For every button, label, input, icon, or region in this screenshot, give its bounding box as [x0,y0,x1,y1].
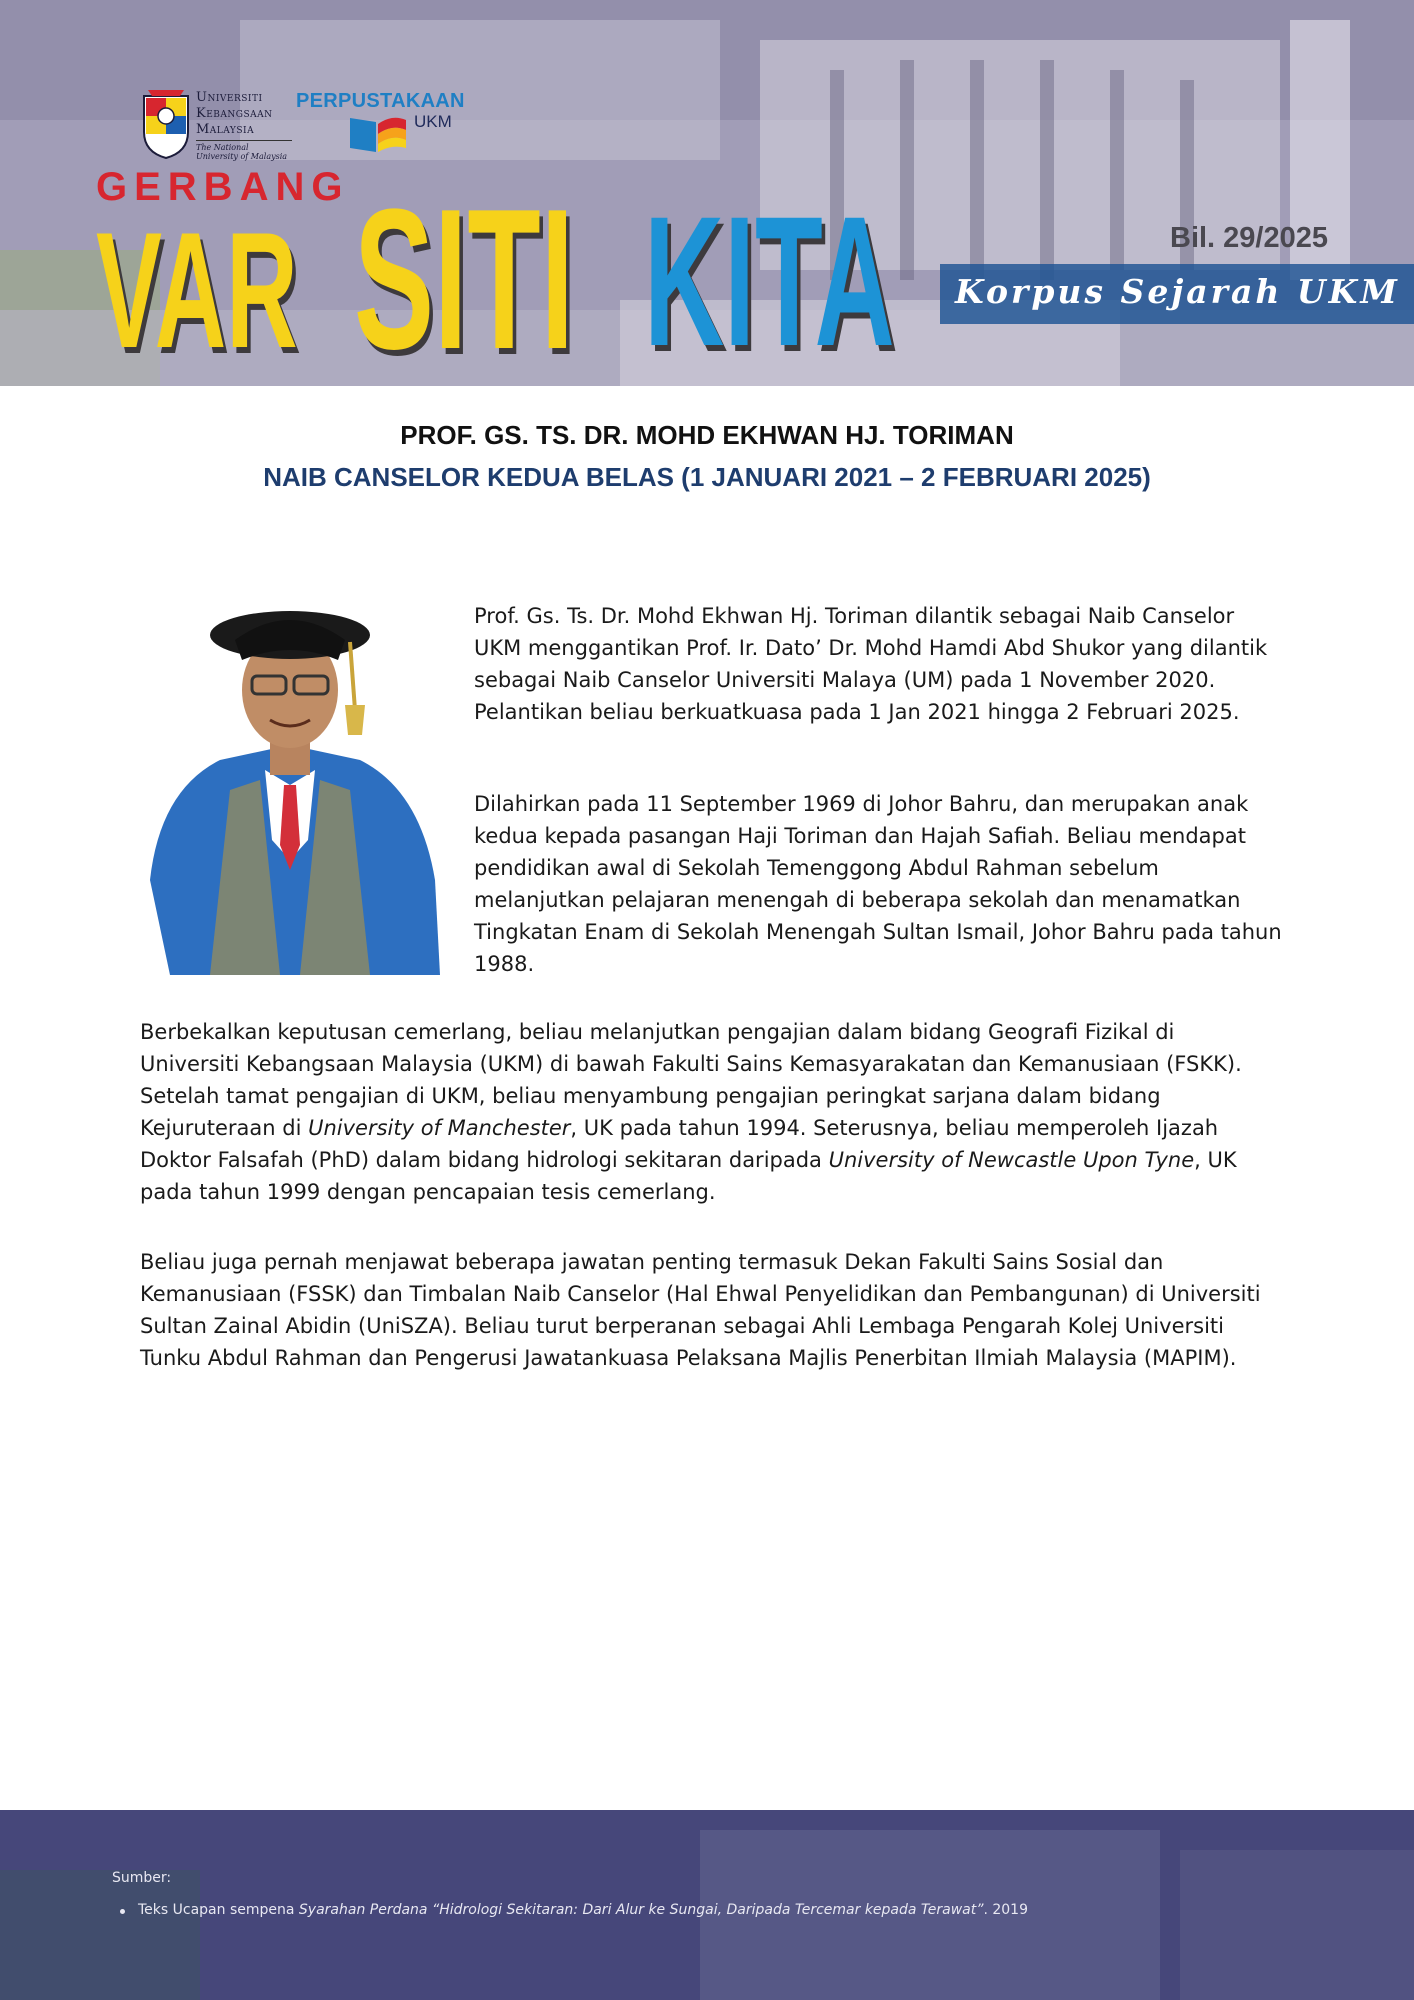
book-icon [348,112,408,154]
paragraph-1 [474,600,1284,728]
series-word-kita: KITA [644,179,895,385]
source-item [112,1902,1312,1918]
paragraph-4-text: Beliau juga pernah menjawat beberapa jawatan penting termasuk Dekan Fakulti Sains Sosial dan Kemanusiaan (FSSK) dan Timbalan Naib Canselor (Hal Ehwal Penyelidikan dan Pembangunan) di Universiti Sultan Zainal Abidin (UniSZA). Beliau turut berperanan sebagai Ahli Lembaga Pengarah Kolej Universiti Tunku Abdul Rahman dan Pengerusi Jawatankuasa Pelaksana Majlis Penerbitan Ilmiah Malaysia (MAPIM). [140,1250,1261,1370]
p3-italic-2: University of Newcastle Upon Tyne [828,1148,1195,1172]
source-suffix: . 2019 [983,1902,1028,1918]
ukm-line-1: Universiti [196,90,263,105]
ukm-logo [140,88,300,162]
paragraph-4 [140,1246,1280,1374]
p3-part-2: , UK pada tahun 1994. Seterusnya, beliau memperoleh Ijazah Doktor Falsafah (PhD) dalam bidang hidrologi sekitaran daripada [140,1116,1219,1172]
issue-number: Bil. 29/2025 [1170,222,1328,254]
paragraph-1-text: Prof. Gs. Ts. Dr. Mohd Ekhwan Hj. Toriman dilantik sebagai Naib Canselor UKM menggantikan Prof. Ir. Dato’ Dr. Mohd Hamdi Abd Shukor yang dilantik sebagai Naib Canselor Universiti Malaya (UM) pada 1 November 2020. Pelantikan beliau berkuatkuasa pada 1 Jan 2021 hingga 2 Februari 2025. [474,604,1268,724]
paragraph-2 [474,788,1284,980]
series-prefix: GERBANG [96,165,350,209]
person-name-heading: PROF. GS. TS. DR. MOHD EKHWAN HJ. TORIMAN [400,420,1014,450]
library-sub: UKM [414,112,452,131]
paragraph-3-text [140,1016,1280,1208]
sources-label: Sumber: [112,1870,172,1886]
series-word-var: VAR [96,198,298,382]
paragraph-2-text: Dilahirkan pada 11 September 1969 di Johor Bahru, dan merupakan anak kedua kepada pasangan Haji Toriman dan Hajah Safiah. Beliau mendapat pendidikan awal di Sekolah Temenggong Abdul Rahman sebelum melanjutkan pelajaran menengah di beberapa sekolah dan menamatkan Tingkatan Enam di Sekolah Menengah Sultan Ismail, Johor Bahru pada tahun 1988. [474,792,1282,976]
source-title: Syarahan Perdana “Hidrologi Sekitaran: Dari Alur ke Sungai, Daripada Tercemar kepada Terawat” [298,1902,984,1918]
header-banner [0,0,1414,386]
ukm-tagline: The National University of Malaysia [196,140,292,161]
paragraph-3 [140,1016,1280,1208]
ukm-line-2: Kebangsaan [196,106,273,121]
ukm-crest-icon [140,88,192,160]
position-heading: NAIB CANSELOR KEDUA BELAS (1 JANUARI 2021 – 2 FEBRUARI 2025) [263,462,1151,492]
sources-list [112,1902,1312,1918]
p3-part-3: , UK pada tahun 1999 dengan pencapaian tesis cemerlang. [140,1148,1237,1204]
p3-part-1: Berbekalkan keputusan cemerlang, beliau melanjutkan pengajian dalam bidang Geografi Fizikal di Universiti Kebangsaan Malaysia (UKM) di bawah Fakulti Sains Kemasyarakatan dan Kemanusiaan (FSKK). Setelah tamat pengajian di UKM, beliau menyambung pengajian peringkat sarjana dalam bidang Kejuruteraan di [140,1020,1242,1140]
tagline: Korpus Sejarah UKM [955,272,1400,311]
bullet-icon [120,1909,125,1914]
library-name: PERPUSTAKAAN [296,90,465,112]
series-word-siti: SITI [354,168,575,386]
portrait-photo [140,580,440,975]
perpustakaan-logo [296,90,466,160]
source-prefix: Teks Ucapan sempena [138,1902,299,1918]
ukm-line-3: Malaysia [196,122,255,137]
p3-italic-1: University of Manchester [308,1116,571,1140]
ukm-wordmark [196,90,306,161]
